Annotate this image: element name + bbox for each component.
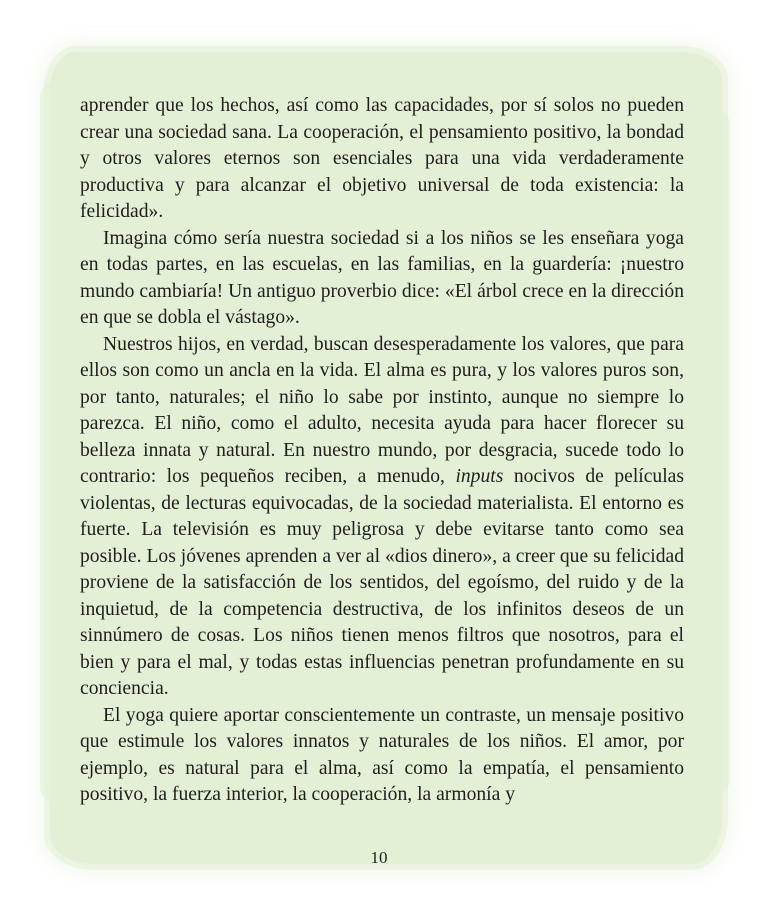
paragraph-1	[80, 93, 684, 226]
paragraph-3	[80, 332, 684, 703]
paragraph-4-text: El yoga quiere aportar conscientemente un contraste, un mensaje positivo que estimule los valores innatos y naturales de los niños. El amor, por ejemplo, es natural para el alma, así como la empatía, el pensamiento positivo, la fuerza interior, la cooperación, la armonía y	[80, 704, 684, 805]
paragraph-1-text: aprender que los hechos, así como las capacidades, por sí solos no pueden crear una sociedad sana. La cooperación, el pensamiento positivo, la bondad y otros valores eternos son esenciales para una vida verdaderamente productiva y para alcanzar el objetivo universal de toda existencia: la felicidad».	[80, 95, 684, 222]
paragraph-4	[80, 703, 684, 809]
page-number: 10	[370, 848, 388, 867]
body-text	[80, 93, 684, 809]
paragraph-3-text-a: Nuestros hijos, en verdad, buscan desesperadamente los valores, que para ellos son como un ancla en la vida. El alma es pura, y los valores puros son, por tanto, naturales; el niño lo sabe por instinto, aunque no siempre lo parezca. El niño, como el adulto, necesita ayuda para hacer florecer su belleza innata y natural. En nuestro mundo, por desgracia, sucede todo lo contrario: los pequeños reciben, a menudo,	[80, 333, 684, 487]
paragraph-3-text-b: nocivos de películas violentas, de lecturas equivocadas, de la sociedad materialista. El entorno es fuerte. La televisión es muy peligrosa y debe evitarse tanto como sea posible. Los jóvenes aprenden a ver al «dios dinero», a creer que su felicidad proviene de la satisfacción de los sentidos, del egoísmo, del ruido y de la inquietud, de la competencia destructiva, de los infinitos deseos de un sinnúmero de cosas. Los niños tienen menos filtros que nosotros, para el bien y para el mal, y todas estas influencias penetran profundamente en su conciencia.	[80, 466, 684, 699]
paragraph-2	[80, 226, 684, 332]
paragraph-3-italic-term: inputs	[455, 466, 504, 487]
paragraph-2-text: Imagina cómo sería nuestra sociedad si a los niños se les enseñara yoga en todas partes, en las escuelas, en las familias, en la guardería: ¡nuestro mundo cambiaría! Un antiguo proverbio dice: «El árbol crece en la dirección en que se dobla el vástago».	[80, 227, 684, 328]
